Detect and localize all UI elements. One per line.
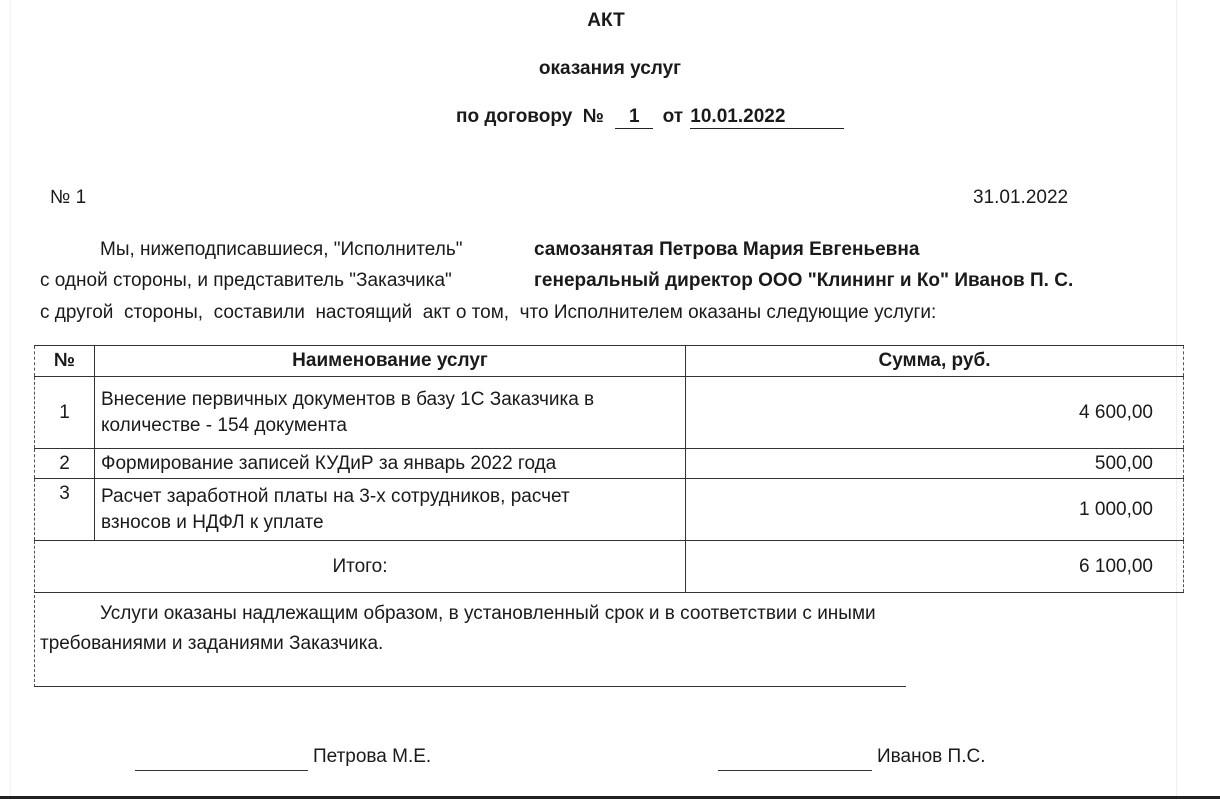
row-name (95, 377, 686, 449)
intro-line2-text: с одной стороны, и представитель "Заказчика" (40, 270, 452, 291)
row-sum: 4 600,00 (686, 377, 1184, 449)
customer-signature-line (718, 770, 872, 771)
intro-line1-text: Мы, нижеподписавшиеся, "Исполнитель" (100, 239, 463, 260)
row-sum: 500,00 (686, 449, 1184, 479)
contract-prefix: по договору № (456, 106, 604, 127)
table-row (35, 479, 1184, 541)
header-num: № (35, 346, 95, 377)
act-number: № 1 (50, 187, 87, 208)
row-num: 2 (35, 449, 95, 479)
conclusion-left-border (34, 595, 36, 687)
conclusion-line2: требованиями и заданиями Заказчика. (40, 633, 384, 654)
contract-from: от (662, 106, 684, 127)
contract-number: 1 (615, 106, 653, 129)
document-title (0, 10, 1220, 32)
intro-line3-text: с другой стороны, составили настоящий акт о том, что Исполнителем оказаны следующие услуги: (40, 302, 937, 323)
customer-signature-name: Иванов П.С. (877, 746, 986, 767)
row-name (95, 449, 686, 479)
intro-line2-party: генеральный директор ООО "Клининг и Ко" Иванов П. С. (534, 270, 1074, 291)
services-table (34, 345, 1184, 593)
row-num: 1 (35, 377, 95, 449)
header-name: Наименование услуг (95, 346, 686, 377)
row-num: 3 (35, 479, 95, 541)
row-name-line: Расчет заработной платы на 3-х сотрудников, расчет (101, 485, 570, 507)
row-sum: 1 000,00 (686, 479, 1184, 541)
row-name-line: Внесение первичных документов в базу 1С Заказчика в (101, 388, 595, 410)
document-title-text: АКТ (587, 10, 625, 31)
executor-signature-line (135, 770, 308, 771)
table-row (35, 449, 1184, 479)
contract-date: 10.01.2022 (690, 106, 844, 129)
contract-line (456, 106, 844, 129)
table-row (35, 377, 1184, 449)
row-name-line: Формирование записей КУДиР за январь 2022 года (101, 452, 557, 474)
page-bottom-rule (0, 796, 1220, 799)
executor-signature-name: Петрова М.Е. (313, 746, 432, 767)
total-sum: 6 100,00 (686, 541, 1184, 593)
table-total-row (35, 541, 1184, 593)
row-name-line: количестве - 154 документа (101, 414, 347, 436)
document-subtitle-text: оказания услуг (538, 58, 682, 79)
row-name (95, 479, 686, 541)
act-date: 31.01.2022 (973, 187, 1069, 208)
conclusion-bottom-rule (34, 686, 906, 687)
conclusion-line1: Услуги оказаны надлежащим образом, в установленный срок и в соответствии с иными (100, 603, 876, 624)
total-label: Итого: (35, 541, 686, 593)
table-header-row (35, 346, 1184, 377)
page-edge-left (10, 0, 11, 800)
row-name-line: взносов и НДФЛ к уплате (101, 511, 324, 533)
header-sum: Сумма, руб. (686, 346, 1184, 377)
document-subtitle (0, 58, 1220, 80)
intro-line1-party: самозанятая Петрова Мария Евгеньевна (534, 239, 920, 260)
